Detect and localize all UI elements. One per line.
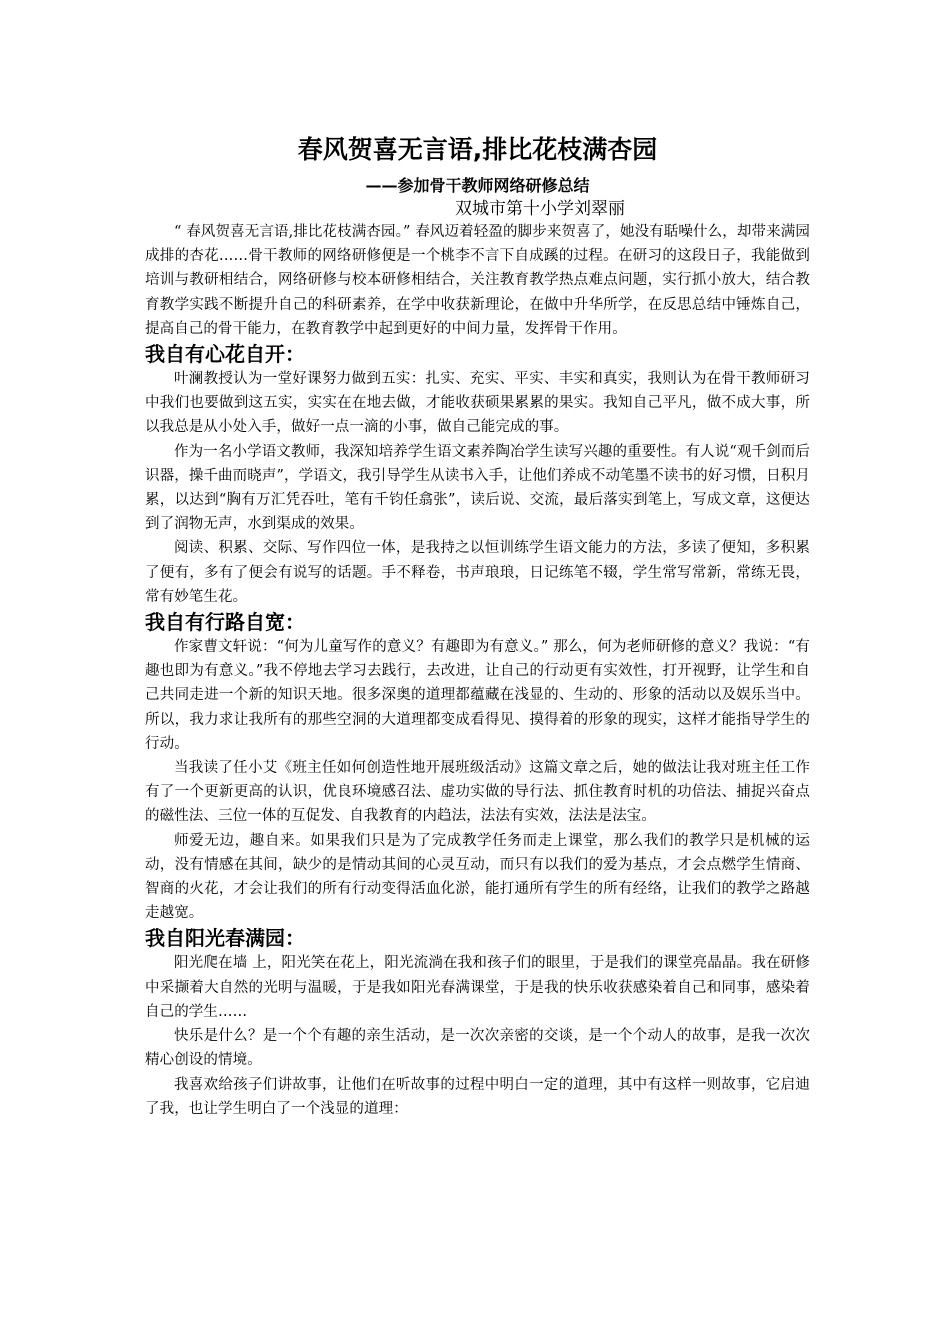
body-paragraph: 阅读、积累、交际、写作四位一体，是我持之以恒训练学生语文能力的方法，多读了便知，多积累了便有，多有了便会有说写的话题。手不释卷，书声琅琅，日记练笔不辍，学生常写常新，常练无畏，常有妙笔生花。 [145, 540, 810, 605]
document-title: 春风贺喜无言语,排比花枝满杏园 [297, 135, 658, 164]
body-paragraph: 我喜欢给孩子们讲故事，让他们在听故事的过程中明白一定的道理，其中有这样一则故事，它启迪了我，也让学生明白了一个浅显的道理： [145, 1076, 810, 1117]
body-paragraph: 师爱无边，趣自来。如果我们只是为了完成教学任务而走上课堂，那么我们的教学只是机械的运动，没有情感在其间，缺少的是情动其间的心灵互动，而只有以我们的爱为基点，才会点燃学生情商、智商的火花，才会让我们的所有行动变得活血化淤，能打通所有学生的所有经络，让我们的教学之路越走越宽。 [145, 832, 810, 922]
intro-paragraph: “ 春风贺喜无言语,排比花枝满杏园。” 春风迈着轻盈的脚步来贺喜了，她没有聒噪什么，却带来满园成排的杏花……骨干教师的网络研修便是一个桃李不言下自成蹊的过程。在研习的这段日子，我能做到培训与教研相结合，网络研修与校本研修相结合，关注教育教学热点难点问题，实行抓小放大，结合教育教学实践不断提升自己的科研素养，在学中收获新理论，在做中升华所学，在反思总结中锤炼自己，提高自己的骨干能力，在教育教学中起到更好的中间力量，发挥骨干作用。 [145, 224, 810, 337]
document-page [145, 130, 810, 1121]
body-paragraph: 阳光爬在墙 上，阳光笑在花上，阳光流淌在我和孩子们的眼里，于是我们的课堂亮晶晶。我在研修中采撷着大自然的光明与温暖，于是我如阳光春满课堂，于是我的快乐收获感染着自己和同事，感染着自己的学生…… [145, 955, 810, 1020]
body-paragraph: 当我读了任小艾《班主任如何创造性地开展班级活动》这篇文章之后，她的做法让我对班主任工作有了一个更新更高的认识，优良环境感召法、虚功实做的导行法、抓住教育时机的功倍法、捕捉兴奋点的磁性法、三位一体的互促发、自我教育的内趋法，法法有实效，法法是法宝。 [145, 760, 810, 825]
section-heading-1: 我自有心花自开： [145, 342, 305, 367]
section-heading-3: 我自阳光春满园： [145, 926, 305, 951]
body-paragraph: 快乐是什么？是一个个有趣的亲生活动，是一次次亲密的交谈，是一个个动人的故事，是我一次次精心创设的情境。 [145, 1028, 810, 1069]
body-paragraph: 作为一名小学语文教师，我深知培养学生语文素养陶冶学生读写兴趣的重要性。有人说“观千剑而后识器，操千曲而晓声”，学语文，我引导学生从读书入手，让他们养成不动笔墨不读书的好习惯，日积月累，以达到“胸有万汇凭吞吐，笔有千钧任翕张”，读后说、交流，最后落实到笔上，写成文章，这便达到了润物无声，水到渠成的效果。 [145, 443, 810, 533]
document-author: 双城市第十小学刘翠丽 [455, 199, 625, 219]
section-heading-2: 我自有行路自宽： [145, 610, 305, 635]
body-paragraph: 叶澜教授认为一堂好课努力做到五实：扎实、充实、平实、丰实和真实，我则认为在骨干教师研习中我们也要做到这五实，实实在在地去做，才能收获硕果累累的果实。我知自己平凡，做不成大事，所以我总是从小处入手，做好一点一滴的小事，做自己能完成的事。 [145, 371, 810, 436]
body-paragraph: 作家曹文轩说：“何为儿童写作的意义？有趣即为有意义。” 那么，何为老师研修的意义？我说：“有趣也即为有意义。”我不停地去学习去践行，去改进，让自己的行动更有实效性，打开视野，让学生和自己共同走进一个新的知识天地。很多深奥的道理都蕴藏在浅显的、生动的、形象的活动以及娱乐当中。所以，我力求让我所有的那些空洞的大道理都变成看得见、摸得着的形象的现实，这样才能指导学生的行动。 [145, 639, 810, 752]
document-subtitle: ——参加骨干教师网络研修总结 [365, 176, 590, 195]
